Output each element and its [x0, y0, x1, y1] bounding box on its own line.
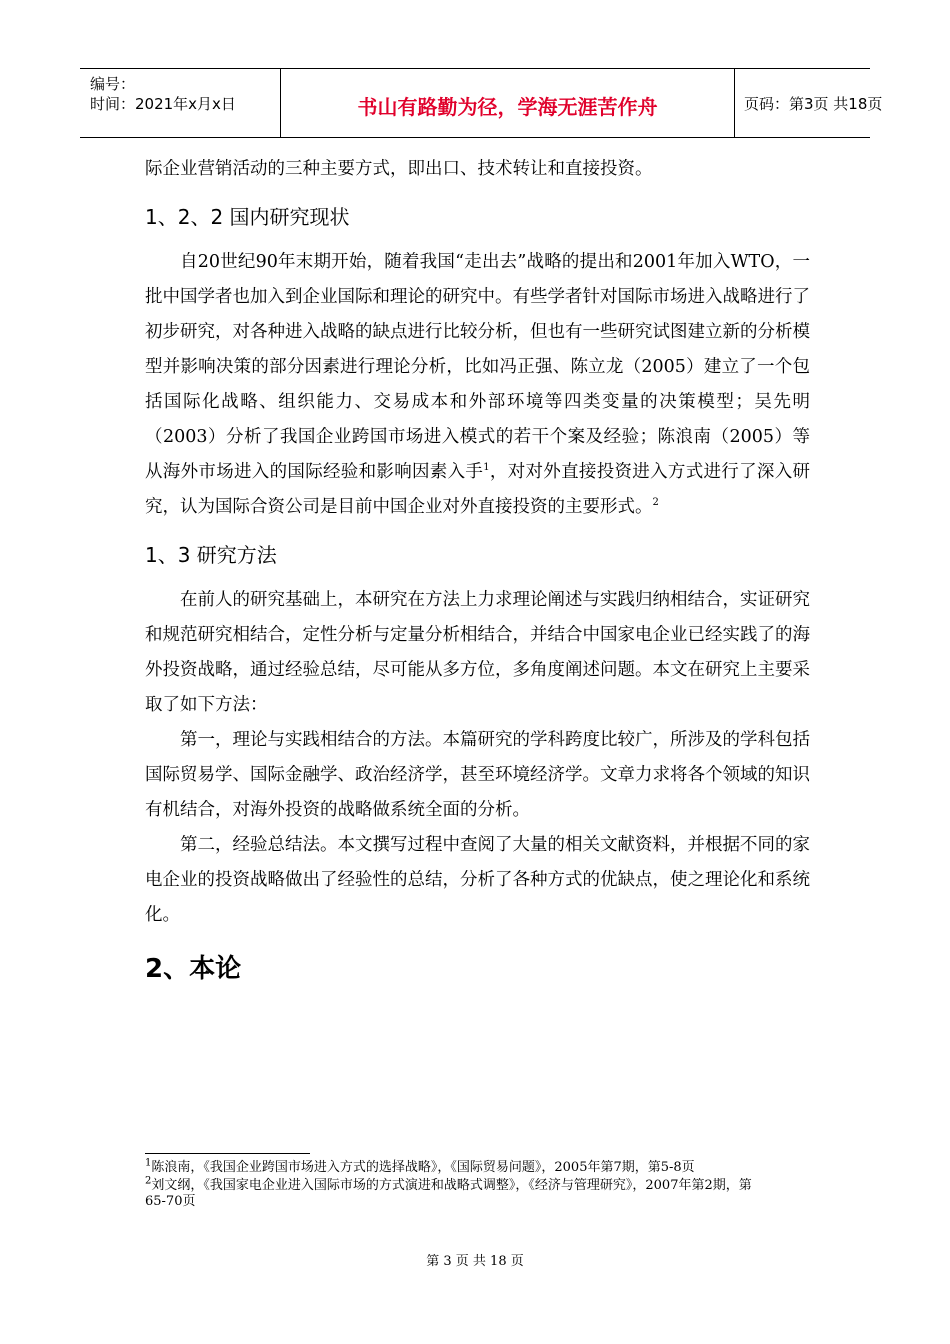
footnote-1-mark: 1 — [145, 1157, 152, 1169]
footnote-ref-2[interactable]: 2 — [652, 497, 659, 509]
paragraph-domestic-research — [145, 245, 810, 525]
time-label: 时间：2021年x月x日 — [90, 95, 236, 113]
footnote-2 — [145, 1175, 810, 1210]
footnote-1-text: 陈浪南，《我国企业跨国市场进入方式的选择战略》，《国际贸易问题》，2005年第7期，第5-8页 — [151, 1160, 695, 1175]
footnote-2-pages: 65-70页 — [145, 1194, 196, 1209]
heading-domestic-research: 1、2、2 国内研究现状 — [145, 205, 350, 229]
footnote-ref-1[interactable]: 1 — [483, 462, 490, 474]
footnote-separator — [145, 1153, 310, 1154]
paragraph-method-first: 第一，理论与实践相结合的方法。本篇研究的学科跨度比较广，所涉及的学科包括国际贸易学、国际金融学、政治经济学，甚至环境经济学。文章力求将各个领域的知识有机结合，对海外投资的战略做系统全面的分析。 — [145, 730, 810, 820]
header-meta-cell — [80, 69, 280, 137]
paragraph-methods-intro: 在前人的研究基础上，本研究在方法上力求理论阐述与实践归纳相结合，实证研究和规范研究相结合，定性分析与定量分析相结合，并结合中国家电企业已经实践了的海外投资战略，通过经验总结，尽可能从多方位，多角度阐述问题。本文在研究上主要采取了如下方法： — [145, 590, 810, 715]
paragraph-intro: 际企业营销活动的三种主要方式，即出口、技术转让和直接投资。 — [145, 159, 653, 179]
header-page-cell — [734, 69, 883, 137]
heading-research-methods: 1、3 研究方法 — [145, 543, 277, 567]
motto-text: 书山有路勤为径，学海无涯苦作舟 — [357, 95, 658, 119]
document-body — [145, 152, 810, 991]
footnote-1 — [145, 1157, 810, 1176]
header-motto-cell — [280, 69, 735, 137]
header-table — [80, 68, 883, 138]
footnote-2-mark: 2 — [145, 1175, 152, 1187]
page-footer: 第 3 页 共 18 页 — [426, 1254, 524, 1269]
heading-main-body: 2、本论 — [145, 954, 242, 984]
paragraph-method-second: 第二，经验总结法。本文撰写过程中查阅了大量的相关文献资料，并根据不同的家电企业的投资战略做出了经验性的总结，分析了各种方式的优缺点，使之理论化和系统化。 — [145, 835, 810, 925]
paragraph-domestic-part2: ，对对外直接投资进入方式进行了深入研究，认为国际合资公司是目前中国企业对外直接投资的主要形式。 — [145, 462, 811, 517]
paragraph-domestic-part1: 自20世纪90年末期开始，随着我国“走出去”战略的提出和2001年加入WTO，一批中国学者也加入到企业国际和理论的研究中。有些学者针对国际市场进入战略进行了初步研究，对各种进入战略的缺点进行比较分析，但也有一些研究试图建立新的分析模型并影响决策的部分因素进行理论分析，比如冯正强、陈立龙（2005）建立了一个包括国际化战略、组织能力、交易成本和外部环境等四类变量的决策模型；吴先明（2003）分析了我国企业跨国市场进入模式的若干个案及经验；陈浪南（2005）等从海外市场进入的国际经验和影响因素入手 — [145, 252, 810, 482]
number-label: 编号： — [90, 75, 136, 93]
footnote-2-text: 刘文纲，《我国家电企业进入国际市场的方式演进和战略式调整》，《经济与管理研究》，2007年第2期，第 — [151, 1178, 752, 1193]
page-info: 页码：第3页 共18页 — [744, 95, 883, 113]
